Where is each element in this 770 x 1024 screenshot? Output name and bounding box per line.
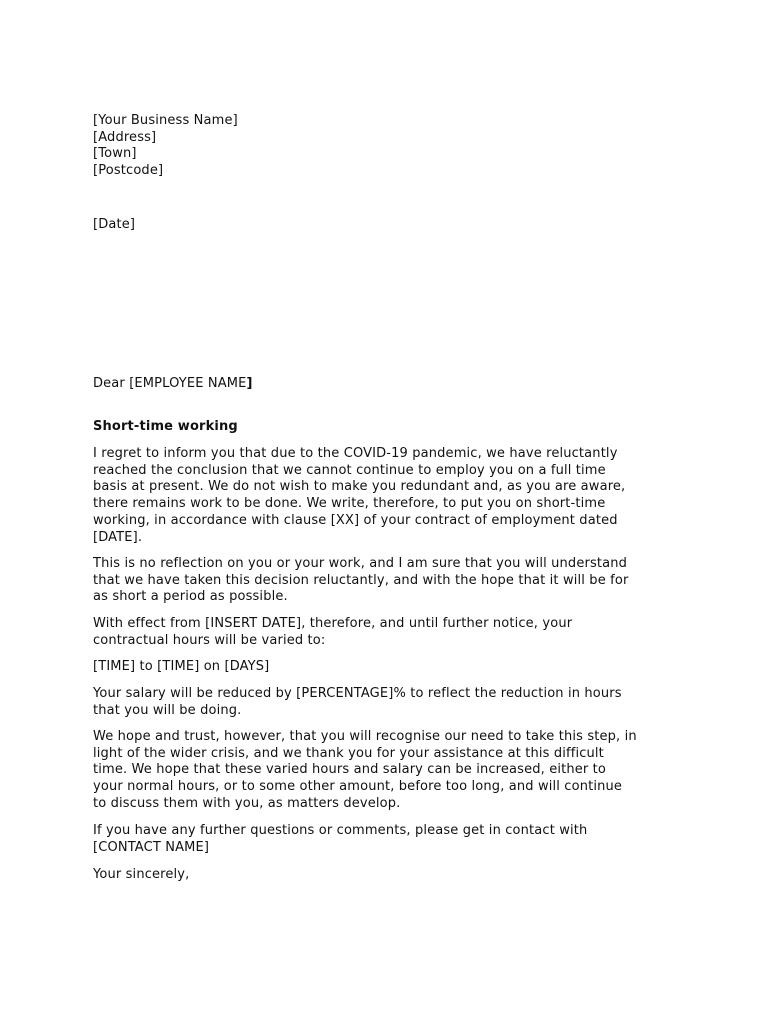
paragraph-line: light of the wider crisis, and we thank you for your assistance at this difficult (93, 745, 604, 761)
business-name: [Your Business Name] (93, 113, 238, 128)
paragraph-line: there remains work to be done. We write, therefore, to put you on short-time (93, 496, 606, 512)
paragraph-line: basis at present. We do not wish to make you redundant and, as you are aware, (93, 479, 626, 495)
date-text: [Date] (93, 217, 136, 232)
paragraph-line: If you have any further questions or comments, please get in contact with (93, 823, 588, 838)
paragraph-6 (93, 729, 693, 813)
paragraph-line: as short a period as possible. (93, 589, 288, 605)
paragraph-line: time. We hope that these varied hours and salary can be increased, either to (93, 762, 607, 778)
paragraph-line: to discuss them with you, as matters develop. (93, 795, 401, 811)
salutation-bracket: ] (246, 376, 253, 391)
paragraph-1 (93, 446, 693, 546)
paragraph-line: working, in accordance with clause [XX] of your contract of employment dated (93, 512, 618, 528)
paragraph-line: With effect from [INSERT DATE], therefore, and until further notice, your (93, 616, 573, 631)
paragraph-line: that you will be doing. (93, 702, 242, 718)
paragraph-line: I regret to inform you that due to the COVID-19 pandemic, we have reluctantly (93, 446, 618, 461)
letter-heading (93, 419, 693, 436)
paragraph-line: We hope and trust, however, that you will recognise our need to take this step, in (93, 729, 637, 744)
town-line: [Town] (93, 146, 137, 162)
paragraph-3 (93, 616, 693, 649)
salutation-text: Dear [EMPLOYEE NAME (93, 376, 247, 391)
paragraph-5 (93, 686, 693, 719)
salutation (93, 376, 693, 393)
postcode-line: [Postcode] (93, 163, 164, 179)
letter-date (93, 217, 693, 234)
heading-text: Short-time working (93, 419, 238, 434)
paragraph-line: [TIME] to [TIME] on [DAYS] (93, 659, 270, 674)
sender-address (93, 113, 693, 180)
paragraph-7 (93, 823, 693, 856)
closing-text: Your sincerely, (93, 867, 190, 882)
paragraph-line: reached the conclusion that we cannot continue to employ you on a full time (93, 462, 606, 478)
paragraph-line: that we have taken this decision reluctantly, and with the hope that it will be for (93, 572, 629, 588)
paragraph-line: Your salary will be reduced by [PERCENTAGE]% to reflect the reduction in hours (93, 686, 622, 701)
paragraph-2 (93, 556, 693, 606)
paragraph-4 (93, 659, 693, 676)
address-line: [Address] (93, 129, 157, 145)
paragraph-line: [CONTACT NAME] (93, 839, 210, 855)
paragraph-line: your normal hours, or to some other amount, before too long, and will continue (93, 779, 623, 795)
paragraph-line: [DATE]. (93, 529, 143, 545)
closing (93, 867, 693, 884)
paragraph-line: contractual hours will be varied to: (93, 632, 326, 648)
paragraph-line: This is no reflection on you or your work, and I am sure that you will understand (93, 556, 628, 571)
